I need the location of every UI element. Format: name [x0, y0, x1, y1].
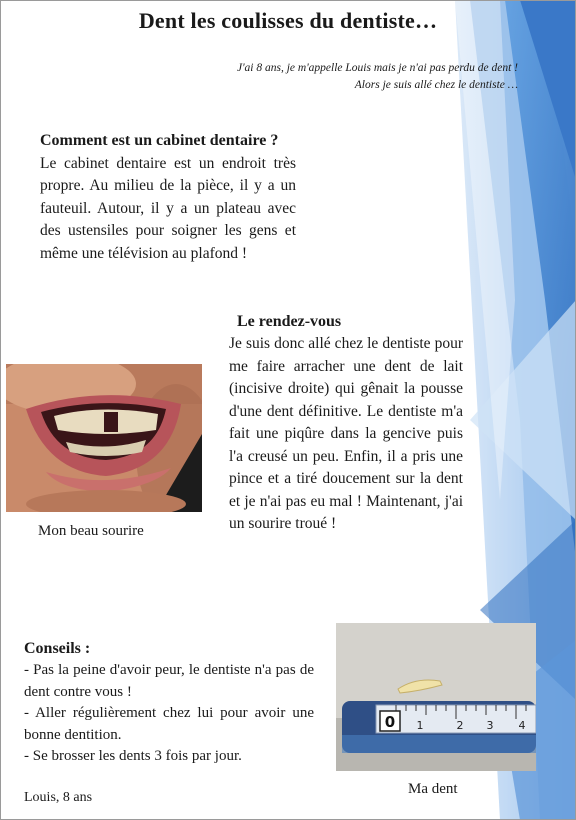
smile-photo: [6, 364, 202, 512]
section-heading: Conseils :: [24, 640, 91, 657]
ruler-digit: 3: [486, 719, 494, 732]
section-heading: Comment est un cabinet dentaire ?: [40, 132, 279, 149]
ruler-digit: 0: [384, 713, 396, 731]
section-heading: Le rendez-vous: [237, 313, 342, 330]
photo-caption: Ma dent: [408, 781, 458, 797]
section-rendez-vous: [229, 311, 463, 536]
ruler-digit: 4: [518, 719, 526, 732]
ruler-digit: 1: [416, 719, 424, 732]
section-paragraph: Je suis donc allé chez le dentiste pour me faire arracher une dent de lait (incisive droite) qui gênait la pousse d'une dent définitive. Le dentiste m'a fait une piqûre dans la gencive puis l'a creusé un peu. Enfin, il a pris une pince et a tiré doucement sur la dent et je n'ai pas eu mal ! Maintenant, j'ai un sourire troué !: [229, 335, 463, 532]
tooth-ruler-photo: [336, 623, 536, 771]
author-signature: Louis, 8 ans: [24, 790, 93, 805]
advice-item: - Aller régulièrement chez lui pour avoir une bonne dentition.: [24, 705, 314, 743]
advice-item: - Se brosser les dents 3 fois par jour.: [24, 748, 242, 764]
advice-item: - Pas la peine d'avoir peur, le dentiste n'a pas de dent contre vous !: [24, 662, 314, 700]
photo-caption: Mon beau sourire: [38, 523, 144, 539]
intro-text: [237, 60, 518, 94]
page-title: Dent les coulisses du dentiste…: [138, 8, 438, 33]
intro-line: J'ai 8 ans, je m'appelle Louis mais je n'ai pas perdu de dent !: [236, 62, 518, 74]
section-paragraph: Le cabinet dentaire est un endroit très propre. Au milieu de la pièce, il y a un fauteuil. Autour, il y a un plateau avec des ustensiles pour soigner les gens et même une télévision au plafond !: [40, 154, 296, 262]
section-cabinet: [40, 130, 296, 265]
section-conseils: [24, 638, 314, 768]
intro-line: Alors je suis allé chez le dentiste …: [354, 79, 518, 91]
ruler-digit: 2: [456, 719, 464, 732]
